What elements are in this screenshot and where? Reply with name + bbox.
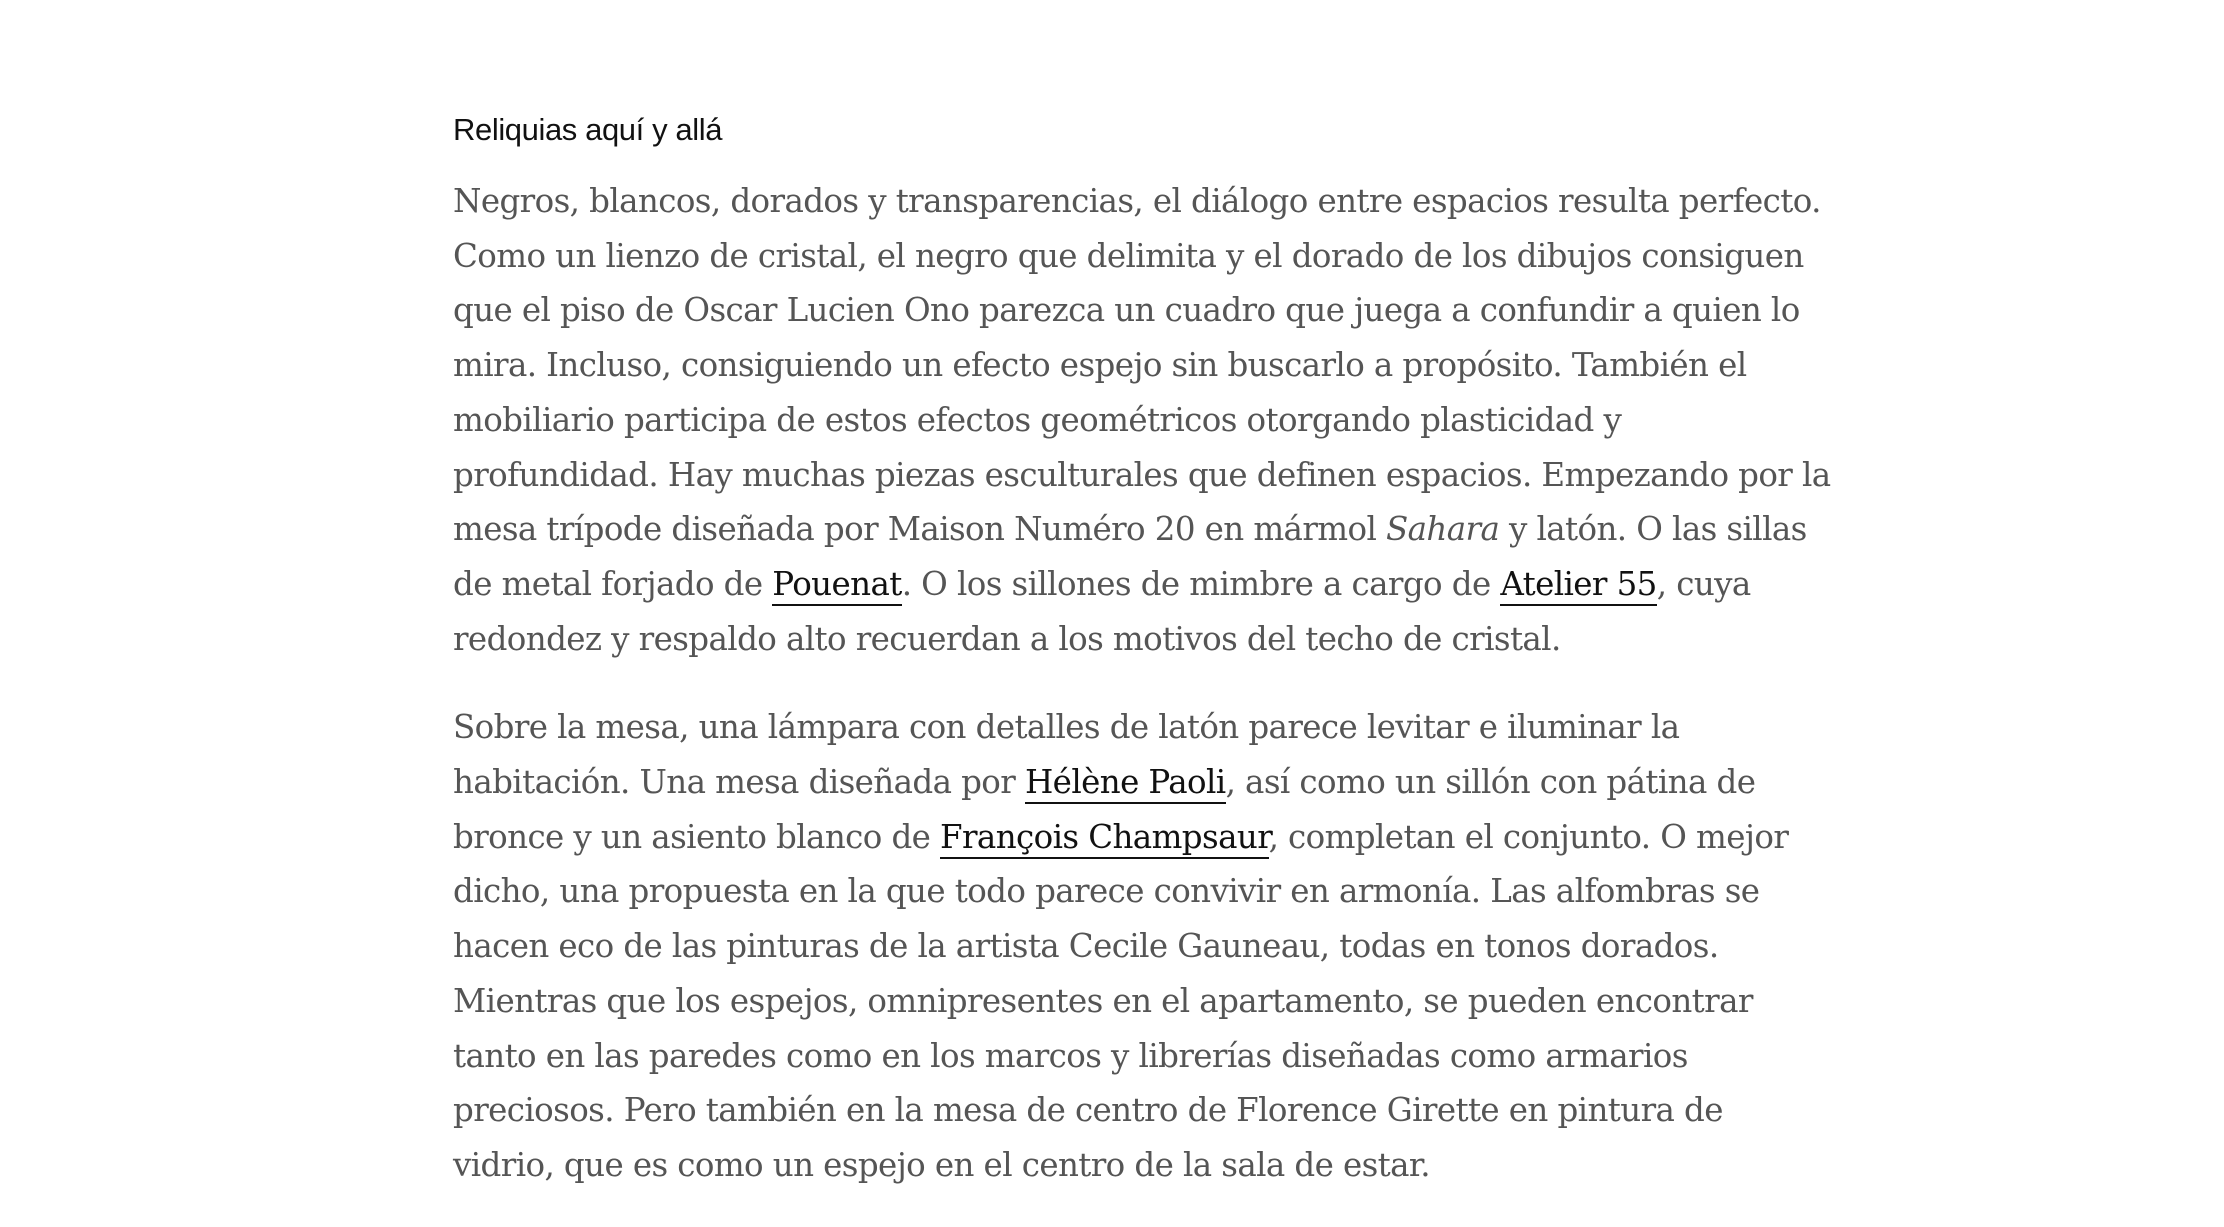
link-helene-paoli[interactable]: Hélène Paoli [1025, 763, 1226, 804]
paragraph-text: , completan el conjunto. O mejor dicho, una propuesta en la que todo parece convivir en armonía. Las alfombras se hacen eco de las pinturas de la artista Cecile Gauneau, todas en tonos dorados. Mientras que los espejos, omnipresentes en el apartamento, se pueden encontrar tanto en las paredes como en los marcos y librerías diseñadas como armarios preciosos. Pero también en la mesa de centro de Florence Girette en pintura de vidrio, que es como un espejo en el centro de la sala de estar. [453, 817, 1789, 1184]
paragraph-text: Sobre la mesa, una lámpara con detalles de latón parece levitar e iluminar la habitación. Una mesa diseñada por [453, 708, 1680, 802]
link-atelier-55[interactable]: Atelier 55 [1500, 565, 1656, 606]
article-paragraph-2 [453, 700, 1833, 1192]
paragraph-text: y latón. O las sillas de metal forjado de [453, 510, 1807, 603]
italic-text: Sahara [1385, 510, 1500, 549]
link-francois-champsaur[interactable]: François Champsaur [940, 818, 1269, 859]
section-heading: Reliquias aquí y allá [453, 112, 723, 147]
link-pouenat[interactable]: Pouenat [772, 565, 901, 606]
paragraph-text: , cuya redondez y respaldo alto recuerdan a los motivos del techo de cristal. [453, 564, 1751, 658]
paragraph-text: , así como un sillón con pátina de bronce y un asiento blanco de [453, 763, 1756, 856]
article-paragraph-1 [453, 174, 1833, 666]
paragraph-text: Negros, blancos, dorados y transparencias, el diálogo entre espacios resulta perfecto. Como un lienzo de cristal, el negro que delimita y el dorado de los dibujos consiguen que el piso de Oscar Lucien Ono parezca un cuadro que juega a confundir a quien lo mira. Incluso, consiguiendo un efecto espejo sin buscarlo a propósito. También el mobiliario participa de estos efectos geométricos otorgando plasticidad y profundidad. Hay muchas piezas esculturales que definen espacios. Empezando por la mesa trípode diseñada por Maison Numéro 20 en mármol [453, 182, 1831, 549]
paragraph-text: . O los sillones de mimbre a cargo de [901, 564, 1501, 603]
article-body [453, 108, 1833, 1227]
